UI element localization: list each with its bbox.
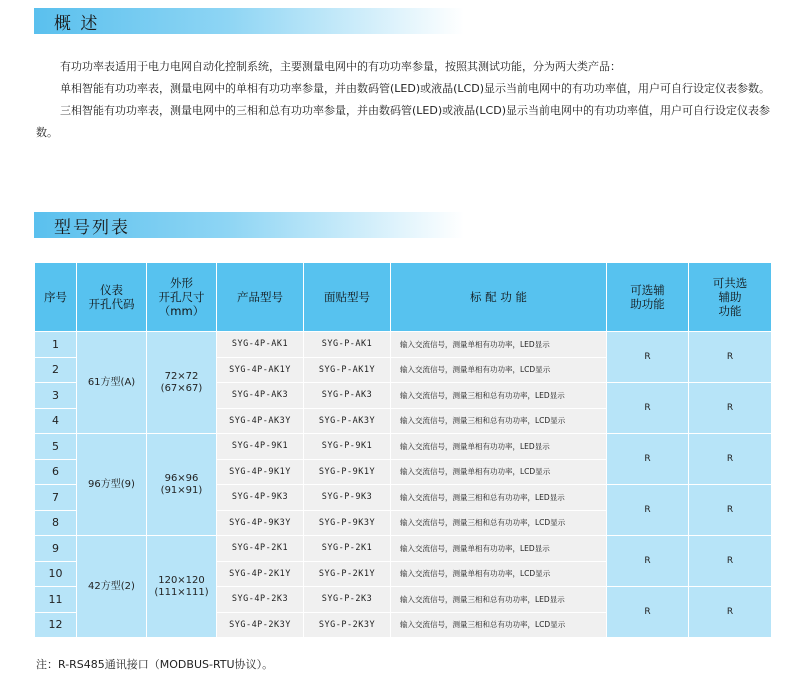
optional-function-cell: R — [607, 383, 689, 434]
footnote: 注：R-RS485通讯接口（MODBUS-RTU协议）。 — [36, 658, 274, 671]
overview-paragraph: 单相智能有功功率表，测量电网中的单相有功功率参量，并由数码管(LED)或液晶(LCD)显示当前电网中的有功功率值，用户可自行设定仪表参数。 — [60, 82, 770, 95]
model-table — [34, 262, 772, 638]
overview-paragraph: 有功功率表适用于电力电网自动化控制系统，主要测量电网中的有功功率参量，按照其测试功能，分为两大类产品： — [60, 60, 621, 73]
models-title: 型号列表 — [54, 218, 130, 238]
shared-function-cell: R — [689, 332, 772, 383]
function-cell: 输入交流信号，测量三相和总有功功率，LED显示 — [391, 383, 607, 409]
function-cell: 输入交流信号，测量单相有功功率，LED显示 — [391, 332, 607, 358]
opening-code-cell: 96方型(9) — [77, 434, 147, 536]
product-model-cell: SYG-4P-AK3Y — [217, 408, 304, 434]
row-index: 11 — [35, 587, 77, 613]
row-index: 3 — [35, 383, 77, 409]
header-size: 外形 开孔尺寸 （mm） — [147, 263, 217, 332]
product-model-cell: SYG-4P-AK1 — [217, 332, 304, 358]
panel-model-cell: SYG-P-9K1Y — [304, 459, 391, 485]
panel-model-cell: SYG-P-AK3Y — [304, 408, 391, 434]
overview-text — [36, 56, 776, 144]
shared-function-cell: R — [689, 383, 772, 434]
panel-model-cell: SYG-P-2K3Y — [304, 612, 391, 638]
row-index: 8 — [35, 510, 77, 536]
product-model-cell: SYG-4P-2K3Y — [217, 612, 304, 638]
shared-function-cell: R — [689, 587, 772, 638]
panel-model-cell: SYG-P-2K1Y — [304, 561, 391, 587]
product-model-cell: SYG-4P-2K1 — [217, 536, 304, 562]
function-cell: 输入交流信号，测量单相有功功率，LED显示 — [391, 536, 607, 562]
product-model-cell: SYG-4P-AK1Y — [217, 357, 304, 383]
header-panel: 面贴型号 — [304, 263, 391, 332]
function-cell: 输入交流信号，测量三相和总有功功率，LED显示 — [391, 485, 607, 511]
optional-function-cell: R — [607, 485, 689, 536]
product-model-cell: SYG-4P-9K3Y — [217, 510, 304, 536]
overview-section-title — [34, 8, 464, 34]
header-func: 标 配 功 能 — [391, 263, 607, 332]
opening-size-cell: 96×96 (91×91) — [147, 434, 217, 536]
row-index: 6 — [35, 459, 77, 485]
overview-paragraph: 三相智能有功功率表，测量电网中的三相和总有功功率参量，并由数码管(LED)或液晶(LCD)显示当前电网中的有功功率值，用户可自行设定仪表参数。 — [36, 104, 770, 139]
row-index: 7 — [35, 485, 77, 511]
function-cell: 输入交流信号，测量三相和总有功功率，LCD显示 — [391, 510, 607, 536]
table-body — [35, 332, 772, 638]
product-model-cell: SYG-4P-AK3 — [217, 383, 304, 409]
header-product: 产品型号 — [217, 263, 304, 332]
models-section-title — [34, 212, 464, 238]
overview-title: 概 述 — [54, 14, 100, 34]
table-row — [35, 332, 772, 358]
function-cell: 输入交流信号，测量单相有功功率，LCD显示 — [391, 459, 607, 485]
panel-model-cell: SYG-P-9K1 — [304, 434, 391, 460]
panel-model-cell: SYG-P-AK1 — [304, 332, 391, 358]
row-index: 10 — [35, 561, 77, 587]
panel-model-cell: SYG-P-AK3 — [304, 383, 391, 409]
optional-function-cell: R — [607, 536, 689, 587]
row-index: 1 — [35, 332, 77, 358]
product-model-cell: SYG-4P-9K3 — [217, 485, 304, 511]
header-shared: 可共选 辅助 功能 — [689, 263, 772, 332]
table-header-row — [35, 263, 772, 332]
panel-model-cell: SYG-P-2K3 — [304, 587, 391, 613]
header-code: 仪表 开孔代码 — [77, 263, 147, 332]
optional-function-cell: R — [607, 587, 689, 638]
panel-model-cell: SYG-P-2K1 — [304, 536, 391, 562]
opening-size-cell: 72×72 (67×67) — [147, 332, 217, 434]
product-model-cell: SYG-4P-2K1Y — [217, 561, 304, 587]
shared-function-cell: R — [689, 434, 772, 485]
opening-code-cell: 61方型(A) — [77, 332, 147, 434]
header-optional: 可选辅 助功能 — [607, 263, 689, 332]
row-index: 12 — [35, 612, 77, 638]
product-model-cell: SYG-4P-9K1 — [217, 434, 304, 460]
product-model-cell: SYG-4P-2K3 — [217, 587, 304, 613]
panel-model-cell: SYG-P-9K3Y — [304, 510, 391, 536]
optional-function-cell: R — [607, 434, 689, 485]
row-index: 2 — [35, 357, 77, 383]
optional-function-cell: R — [607, 332, 689, 383]
function-cell: 输入交流信号，测量三相和总有功功率，LCD显示 — [391, 612, 607, 638]
function-cell: 输入交流信号，测量单相有功功率，LCD显示 — [391, 561, 607, 587]
shared-function-cell: R — [689, 485, 772, 536]
function-cell: 输入交流信号，测量三相和总有功功率，LCD显示 — [391, 408, 607, 434]
shared-function-cell: R — [689, 536, 772, 587]
function-cell: 输入交流信号，测量单相有功功率，LED显示 — [391, 434, 607, 460]
function-cell: 输入交流信号，测量三相和总有功功率，LED显示 — [391, 587, 607, 613]
table-row — [35, 434, 772, 460]
opening-size-cell: 120×120 (111×111) — [147, 536, 217, 638]
row-index: 4 — [35, 408, 77, 434]
row-index: 9 — [35, 536, 77, 562]
row-index: 5 — [35, 434, 77, 460]
panel-model-cell: SYG-P-AK1Y — [304, 357, 391, 383]
panel-model-cell: SYG-P-9K3 — [304, 485, 391, 511]
header-index: 序号 — [35, 263, 77, 332]
opening-code-cell: 42方型(2) — [77, 536, 147, 638]
product-model-cell: SYG-4P-9K1Y — [217, 459, 304, 485]
function-cell: 输入交流信号，测量单相有功功率，LCD显示 — [391, 357, 607, 383]
table-row — [35, 536, 772, 562]
